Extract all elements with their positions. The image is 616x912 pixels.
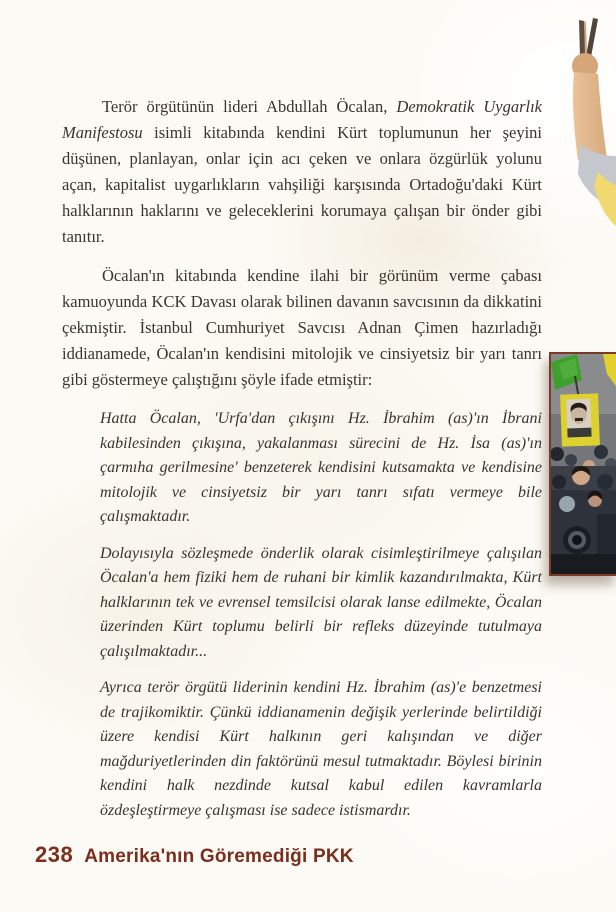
page-number: 238 — [35, 842, 74, 867]
paragraph-1 — [62, 94, 542, 250]
article-text — [62, 94, 542, 835]
quote-paragraph-1: Hatta Öcalan, 'Urfa'dan çıkışını Hz. İbrahim (as)'ın İbrani kabilesinden çıkışına, yakalanması sürecini de Hz. İsa (as)'ın çarmıha gerilmesine' benzeterek kendisini kutsamakta ve kendisine mitolojik ve cinsiyetsiz bir yarı tanrı sıfatı vermeye bile çalışmaktadır. — [100, 410, 542, 525]
page-footer — [35, 842, 354, 868]
quote-paragraph-3: Ayrıca terör örgütü liderinin kendini Hz. İbrahim (as)'e benzetmesi de trajikomiktir. Çünkü iddianamenin değişik yerlerinde belirtildiği üzere kendisi Kürt halkının geri kalışından ve diğer mağduriyetlerinden din faktörünü mesul tutmaktadır. Böylesi birinin kendini halk nezdinde kutsal kabul edilen kavramlarla özdeşleştirmeye çalışması ise sadece istismardır. — [100, 679, 542, 819]
running-book-title: Amerika'nın Göremediği PKK — [84, 846, 354, 867]
ocalan-placard — [560, 393, 600, 446]
cited-book-title: Demokratik Uygarlık Manifestosu — [62, 97, 542, 142]
paragraph-1-rest: isimli kitabında kendini Kürt toplumunun her şeyini düşünen, planlayan, onlar için acı çeken ve onlara özgürlük yolunu açan, kapitalist uygarlıkların vahşiliği karşısında Ortadoğu'daki Kürt halklarının haklarını ve geleceklerini korumaya çalışan bir önder gibi tanıtır. — [62, 123, 542, 246]
paragraph-1-lead: Terör örgütünün lideri Abdullah Öcalan, — [102, 97, 397, 116]
protest-photo — [549, 352, 616, 576]
paragraph-2: Öcalan'ın kitabında kendine ilahi bir görünüm verme çabası kamuoyunda KCK Davası olarak bilinen davanın savcısının da dikkatini çekmiştir. İstanbul Cumhuriyet Savcısı Adnan Çimen hazırladığı iddianamede, Öcalan'ın kendisini mitolojik ve cinsiyetsiz bir yarı tanrı gibi göstermeye çalıştığını şöyle ifade etmiştir: — [62, 266, 542, 389]
blockquote-group — [100, 407, 542, 823]
quote-paragraph-2: Dolayısıyla sözleşmede önderlik olarak cisimleştirilmeye çalışılan Öcalan'a hem fiziki hem de ruhani bir kimlik kazandırılmakta, Kürt halklarının tek ve evrensel temsilcisi olarak lanse edilmekte, Öcalan üzerinden Kürt toplumu belirli bir refleks düzeyinde tutulmaya çalışılmaktadır... — [100, 544, 542, 660]
victory-hand-photo — [556, 12, 616, 237]
